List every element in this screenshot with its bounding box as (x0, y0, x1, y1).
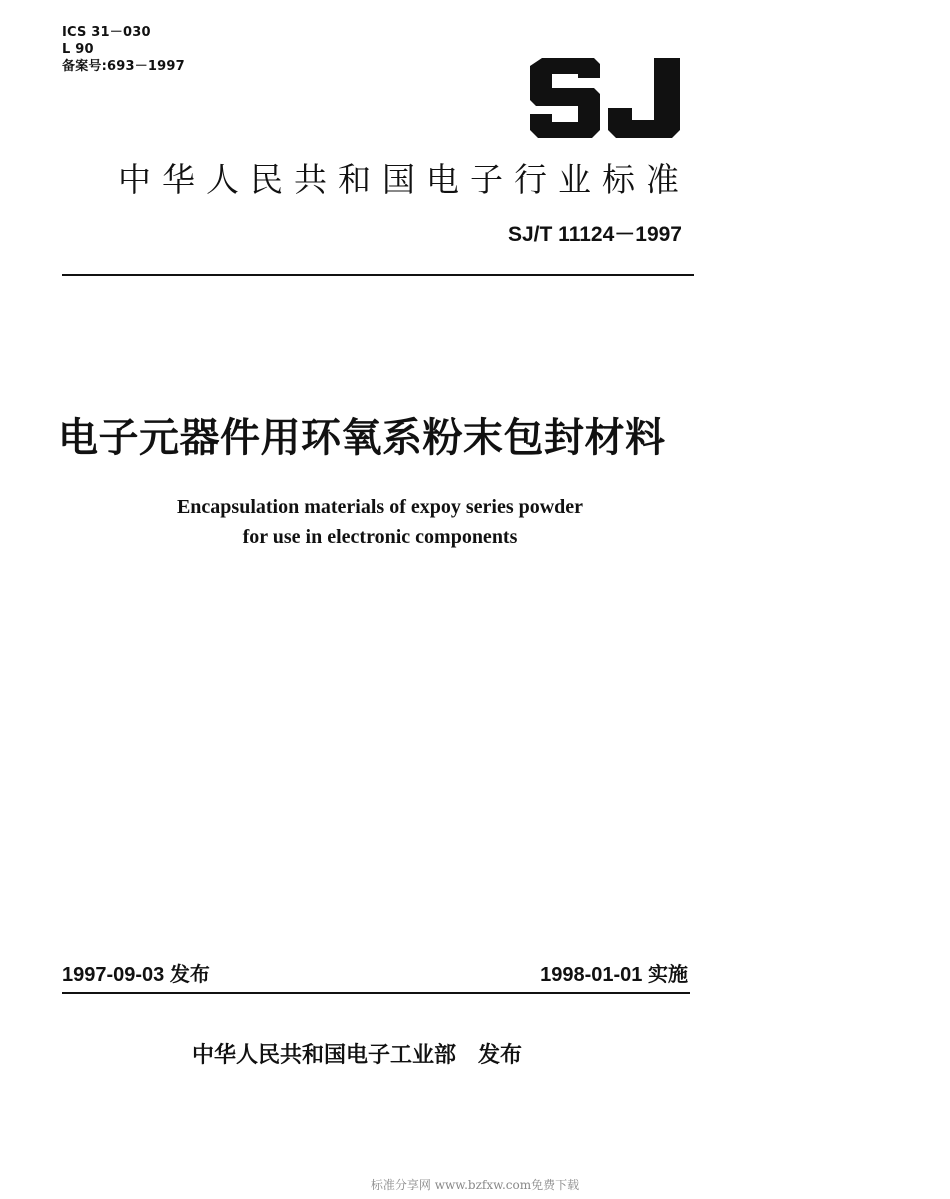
footer-watermark: 标准分享网 www.bzfxw.com免费下载 (370, 1178, 580, 1192)
english-title-line-1: Encapsulation materials of expoy series powder (176, 496, 584, 518)
industry-standard-title: 中华人民共和国电子行业标准 (118, 160, 690, 199)
chinese-title: 电子元器件用环氧系粉末包封材料 (58, 415, 666, 461)
standard-number: SJ/T 11124－1997 (508, 223, 682, 246)
english-title-line-2: for use in electronic components (242, 526, 518, 548)
ccs-code: L 90 (62, 42, 94, 57)
publisher-line (192, 1038, 522, 1069)
publisher-name: 中华人民共和国电子工业部 (192, 1043, 457, 1068)
filing-number: 备案号:693－1997 (62, 59, 185, 74)
issue-date: 1997-09-03 发布 (62, 964, 210, 986)
implementation-date: 1998-01-01 实施 (540, 964, 688, 986)
sj-logo-letter-j (608, 58, 680, 138)
bottom-divider (62, 992, 690, 994)
publisher-action: 发布 (478, 1043, 523, 1068)
sj-logo (528, 52, 686, 142)
top-divider (62, 274, 694, 276)
sj-logo-letter-s (530, 58, 600, 138)
ics-code: ICS 31－030 (62, 25, 151, 40)
classification-codes (62, 24, 185, 75)
